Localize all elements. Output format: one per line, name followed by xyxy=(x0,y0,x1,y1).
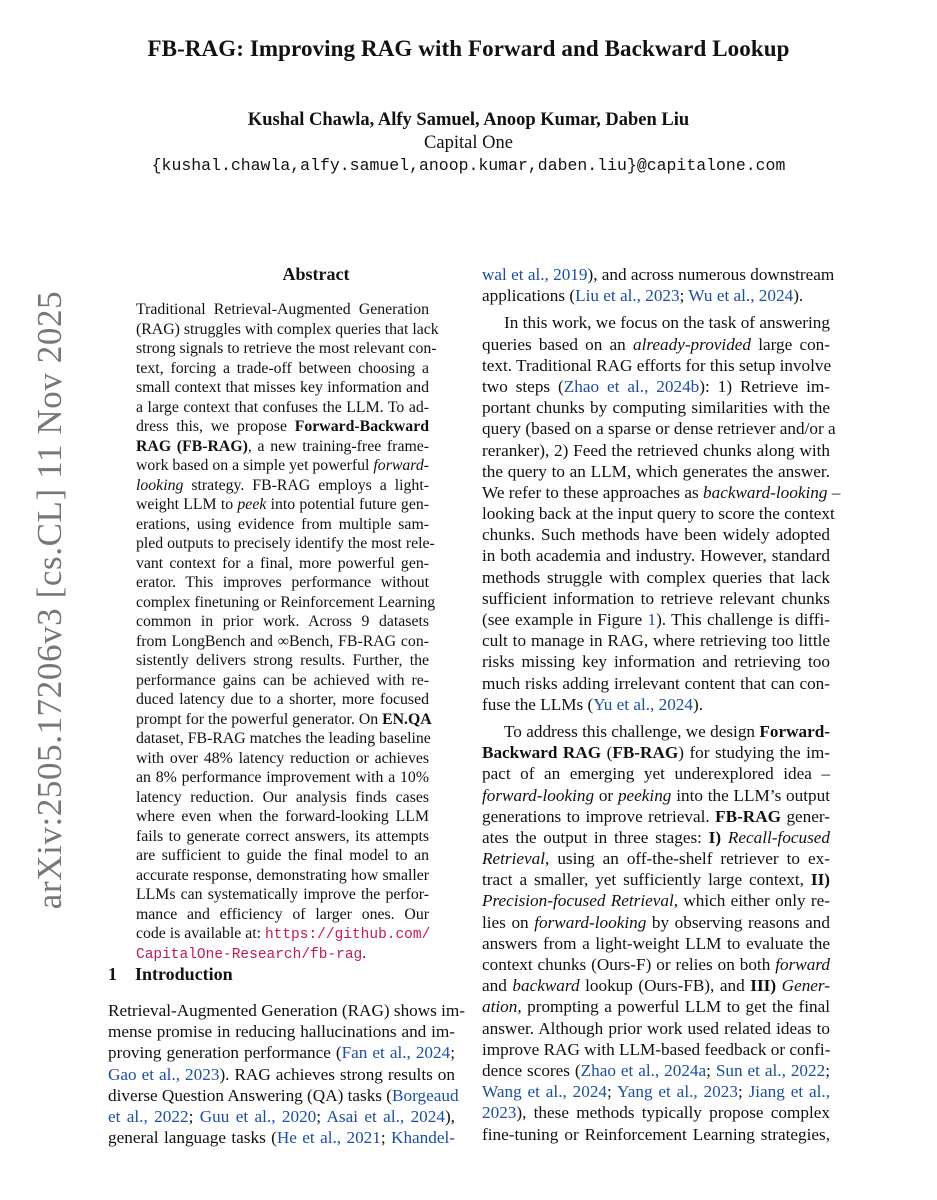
intro-left-column: Retrieval-Augmented Generation (RAG) shows im- mense promise in reducing hallucinations and im- proving generation performance (Fan et al., 2024; Gao et al., 2023). RAG achieves strong results on diverse Question Answering (QA) tasks (Borgeaud et al., 2022; Guu et al., 2020; Asai et al., 2024), general language tasks (He et al., 2021; Khandel- xyxy=(108,1001,466,1148)
github-link-cont[interactable]: CapitalOne-Research/fb-rag xyxy=(136,946,363,963)
intro-right-column: wal et al., 2019), and across numerous downstream applications (Liu et al., 2023; Wu et al., 2024). In this work, we focus on the task of answering queries based on an already-provided large con- text. Traditional RAG efforts for this setup involve two steps (Zhao et al., 2024b): 1) Retrieve im- portant chunks by computing similarities with the query (based on a sparse or dense retriever and/or a reranker), 2) Feed the retrieved chunks along with the query to an LLM, which generates the answer. We refer to these approaches as backward-looking – looking back at the input query to score the context chunks. Such methods have been widely adopted in both academia and industry. However, standard methods struggle with complex queries that lack sufficient information to retrieve relevant chunks (see example in Figure 1). This challenge is diffi- cult to manage in RAG, where retrieving too little risks missing key information and retrieving too much risks adding irrelevant content that can con- fuse the LLMs (Yu et al., 2024). To address this challenge, we design Forward- Backward RAG (FB-RAG) for studying the im- pact of an emerging yet underexplored idea – forward-looking or peeking into the LLM’s output generations to improve retrieval. FB-RAG gener- ates the output in three stages: I) Recall-focused Retrieval, using an off-the-shelf retriever to ex- tract a smaller, yet sufficiently large context, II) Precision-focused Retrieval, which either only re- lies on forward-looking by observing reasons and answers from a light-weight LLM to evaluate the context chunks (Ours-F) or relies on both forward and backward lookup (Ours-FB), and III) Gener- ation, prompting a powerful LLM to get the final answer. Although prior work used related ideas to improve RAG with LLM-based feedback or confi- dence scores (Zhao et al., 2024a; Sun et al., 2022; Wang et al., 2024; Yang et al., 2023; Jiang et al., 2023), these methods typically propose complex fine-tuning or Reinforcement Learning strategies, xyxy=(482,265,841,1144)
abstract-heading: Abstract xyxy=(282,264,350,284)
author-emails: {kushal.chawla,alfy.samuel,anoop.kumar,daben.liu}@capitalone.com xyxy=(151,156,786,175)
section-heading-introduction: 1 Introduction xyxy=(108,964,233,984)
abstract-body: Traditional Retrieval-Augmented Generation (RAG) struggles with complex queries that lack strong signals to retrieve the most relevant con- text, forcing a trade-off between choosing a small context that misses key information and a large context that confuses the LLM. To ad- dress this, we propose Forward-Backward RAG (FB-RAG), a new training-free frame- work based on a simple yet powerful forward- looking strategy. FB-RAG employs a light- weight LLM to peek into potential future gen- erations, using evidence from multiple sam- pled outputs to precisely identify the most rele- vant context for a final, more powerful gen- erator. This improves performance without complex finetuning or Reinforcement Learning common in prior work. Across 9 datasets from LongBench and ∞Bench, FB-RAG con- sistently delivers strong results. Further, the performance gains can be achieved with re- duced latency due to a shorter, more focused prompt for the powerful generator. On EN.QA dataset, FB-RAG matches the leading baseline with over 48% latency reduction or achieves an 8% performance improvement with a 10% latency reduction. Our analysis finds cases where even when the forward-looking LLM fails to generate correct answers, its attempts are sufficient to guide the final model to an accurate response, demonstrating how smaller LLMs can systematically improve the perfor- mance and efficiency of larger ones. Our code is available at: https://github.com/ CapitalOne-Research/fb-rag. xyxy=(136,301,439,963)
paper-title: FB-RAG: Improving RAG with Forward and Backward Lookup xyxy=(147,36,790,61)
affiliation: Capital One xyxy=(424,133,513,153)
github-link[interactable]: https://github.com/ xyxy=(264,927,431,943)
author-list: Kushal Chawla, Alfy Samuel, Anoop Kumar, Daben Liu xyxy=(247,110,690,130)
